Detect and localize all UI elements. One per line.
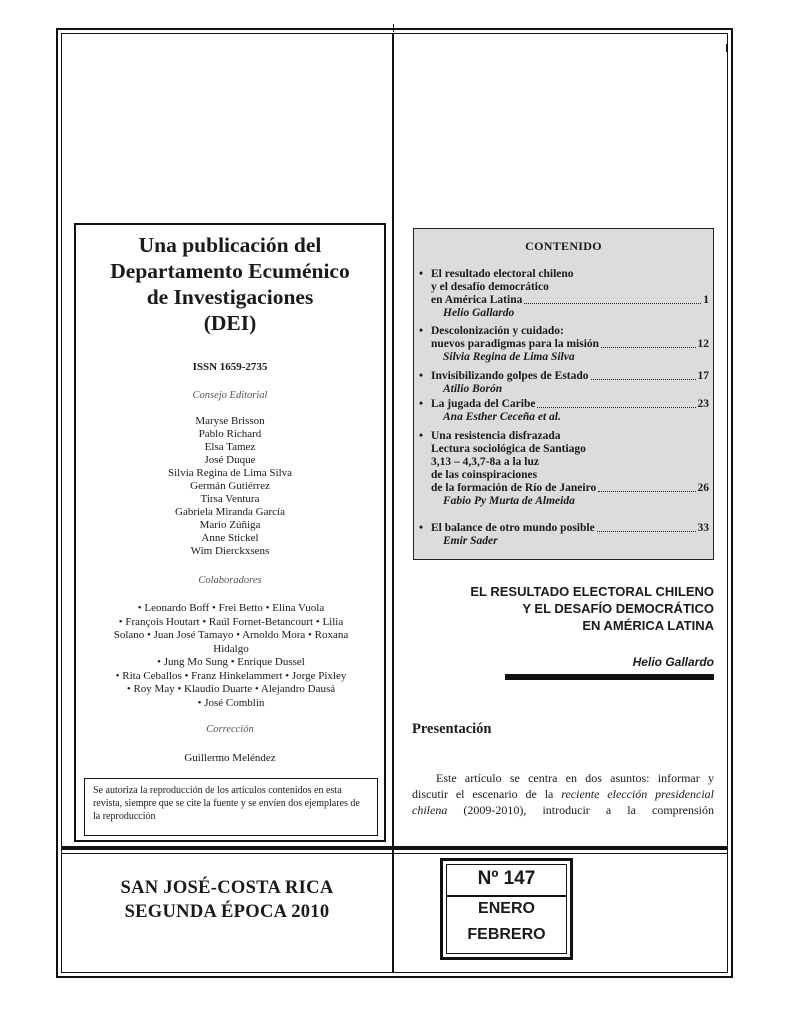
entry-line: 3,13 – 4,3,7-8a a la luz [431,456,539,468]
bullet-icon: • [419,522,424,534]
entry-author: Emir Sader [443,535,498,547]
body-text-italic: reciente elección presidencial [561,787,714,801]
contents-entry [419,522,709,548]
contents-entry [419,370,709,396]
contents-title: CONTENIDO [525,239,602,253]
publication-title-line: Departamento Ecuménico [110,259,350,283]
entry-page: 23 [697,398,709,410]
entry-title: Invisibilizando golpes de Estado [431,370,589,382]
reproduction-notice: Se autoriza la reproducción de los artículos contenidos en esta revista, siempre que se cite la fuente y se envíen dos ejemplares de la reproducción [84,778,378,836]
entry-title: nuevos paradigmas para la misión [431,338,600,350]
entry-title: La jugada del Caribe [431,398,536,410]
colaboradores-list [86,602,376,710]
entry-line: El resultado electoral chileno [431,268,574,280]
colaboradores-line: • Leonardo Boff • Frei Betto • Elina Vuola [137,602,325,614]
issue-number-separator [446,895,567,897]
column-divider [392,33,394,973]
body-line: Este artículo se centra en dos asuntos: informar y [436,771,714,785]
body-text: discutir el escenario de la [412,787,562,801]
entry-page: 12 [697,338,709,350]
issue-number: Nº 147 [477,868,536,889]
consejo-member: Germán Gutiérrez [190,480,270,492]
entry-page: 1 [703,294,709,306]
issn: ISSN 1659-2735 [192,361,268,373]
entry-title: de la formación de Río de Janeiro [431,482,597,494]
publication-title-line: (DEI) [203,311,257,335]
entry-page: 26 [697,482,709,494]
bullet-icon: • [419,370,424,382]
location-line: SAN JOSÉ-COSTA RICA [120,878,334,898]
footer-divider [61,846,728,850]
entry-line: y el desafío democrático [431,281,549,293]
colaboradores-heading: Colaboradores [198,575,262,586]
consejo-heading: Consejo Editorial [192,390,268,401]
entry-line: Una resistencia disfrazada [431,430,561,442]
consejo-member: Anne Stickel [201,532,259,544]
entry-page: 17 [697,370,709,382]
colaboradores-line: • François Houtart • Raúl Fornet-Betancourt • Lilia [118,615,344,628]
entry-title: El balance de otro mundo posible [431,522,595,534]
bullet-icon: • [419,398,424,410]
consejo-member: Tirsa Ventura [200,493,260,505]
article-title [412,583,714,634]
edition-line: SEGUNDA ÉPOCA 2010 [124,902,330,922]
body-text: (2009-2010), introducir a la comprensión [447,803,714,817]
contents-entry [419,325,709,364]
entry-line: Lectura sociológica de Santiago [431,443,586,455]
body-line [412,802,714,818]
entry-page: 33 [697,522,709,534]
footer-divider-thin [61,853,728,854]
article-author: Helio Gallardo [632,655,714,669]
consejo-member: Pablo Richard [198,428,262,440]
colaboradores-line: Hidalgo [213,642,249,655]
correccion-name: Guillermo Meléndez [184,752,276,764]
publication-title-line: de Investigaciones [146,285,314,309]
consejo-member: Silvia Regina de Lima Silva [167,467,293,479]
consejo-member: Elsa Tamez [204,441,256,453]
body-text-italic: chilena [412,803,448,817]
consejo-member: José Duque [204,454,256,466]
consejo-members [80,415,380,558]
article-body [412,770,714,818]
entry-author: Fabio Py Murta de Almeida [443,495,575,507]
colaboradores-line: Solano • Juan José Tamayo • Arnoldo Mora • Roxana [113,629,349,641]
entry-line: Descolonización y cuidado: [431,325,564,337]
author-rule [505,674,714,680]
crop-mark-right [726,44,727,52]
consejo-member: Gabriela Miranda García [175,506,285,518]
entry-author: Silvia Regina de Lima Silva [443,351,575,363]
colaboradores-line: • Roy May • Klaudio Duarte • Alejandro Dausá [126,683,336,695]
contents-entry [419,398,709,424]
entry-author: Helio Gallardo [443,307,515,319]
bullet-icon: • [419,430,424,442]
colaboradores-line: • Jung Mo Sung • Enrique Dussel [157,656,305,668]
colaboradores-line: • José Comblin [197,696,265,709]
consejo-member: Maryse Brisson [195,415,265,427]
publication-title-line: Una publicación del [138,233,322,257]
location-edition [62,876,392,924]
consejo-member: Mario Zúñiga [199,519,261,531]
crop-mark-top [393,24,394,32]
correccion-heading: Corrección [206,724,254,735]
contents-entry [419,430,709,508]
entry-title: en América Latina [431,294,523,306]
colaboradores-line: • Rita Ceballos • Franz Hinkelammert • Jorge Pixley [115,669,347,682]
body-line [412,786,714,802]
article-title-line: Y EL DESAFÍO DEMOCRÁTICO [522,601,714,616]
entry-author: Ana Esther Ceceña et al. [443,411,561,423]
bullet-icon: • [419,325,424,337]
article-title-line: EL RESULTADO ELECTORAL CHILENO [470,584,714,599]
entry-author: Atilio Borón [443,383,503,395]
issue-month-1: ENERO [478,900,535,917]
article-title-line: EN AMÉRICA LATINA [582,618,714,633]
publication-title [80,232,380,336]
bullet-icon: • [419,268,424,280]
section-heading: Presentación [412,721,492,737]
entry-line: de las coinspiraciones [431,469,538,481]
contents-entry [419,268,709,320]
consejo-member: Wim Dierckxsens [190,545,270,557]
issue-month-2: FEBRERO [467,926,546,943]
